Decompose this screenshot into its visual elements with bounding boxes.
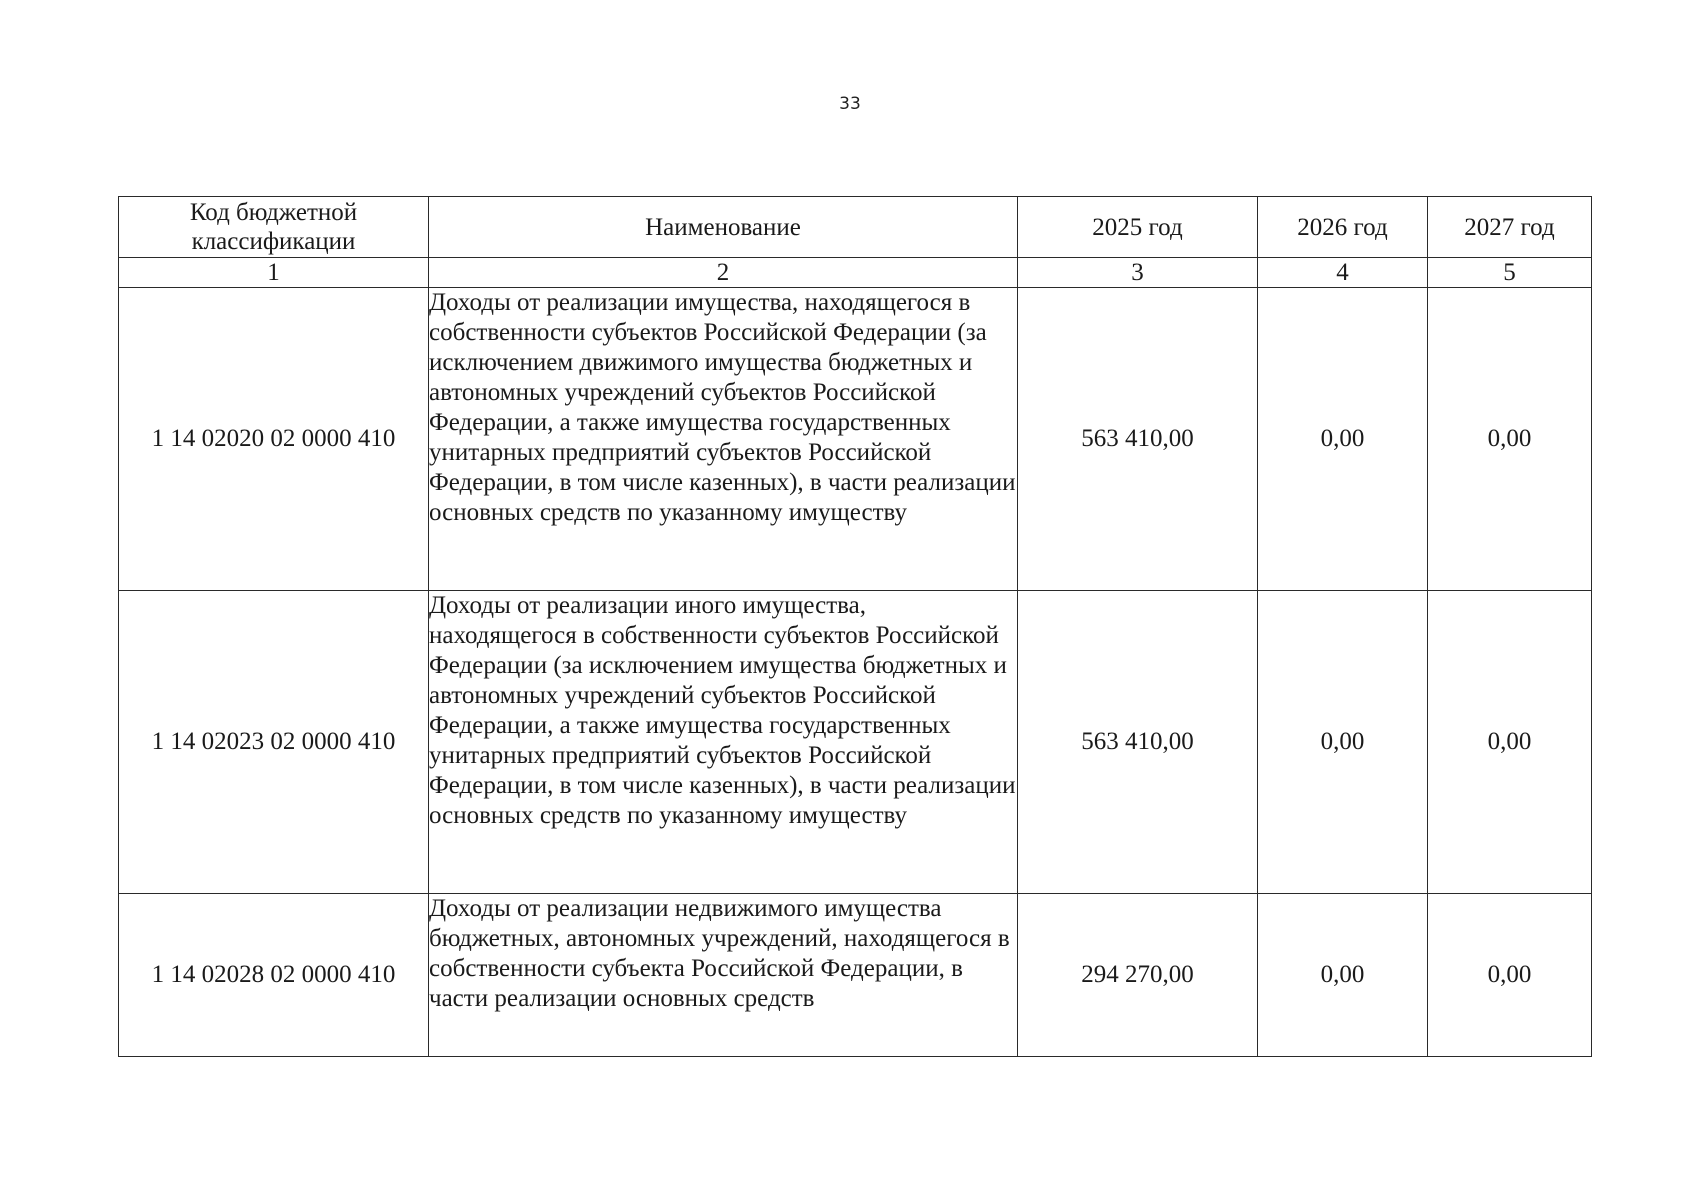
- amount-2026-cell: 0,00: [1258, 894, 1428, 1057]
- table-row: [119, 288, 1592, 591]
- budget-code-cell: 1 14 02028 02 0000 410: [119, 894, 429, 1057]
- revenue-name-cell: Доходы от реализации недвижимого имущества бюджетных, автономных учреждений, находящегося в собственности субъекта Российской Федерации, в части реализации основных средств: [429, 894, 1018, 1057]
- table-header-row: [119, 197, 1592, 258]
- header-2026: 2026 год: [1258, 197, 1428, 258]
- amount-2025-cell: 294 270,00: [1018, 894, 1258, 1057]
- amount-2027-cell: 0,00: [1428, 591, 1592, 894]
- column-number: 3: [1018, 258, 1258, 288]
- amount-2026-cell: 0,00: [1258, 288, 1428, 591]
- column-number: 4: [1258, 258, 1428, 288]
- header-name: Наименование: [429, 197, 1018, 258]
- header-2025: 2025 год: [1018, 197, 1258, 258]
- column-number: 5: [1428, 258, 1592, 288]
- column-number: 2: [429, 258, 1018, 288]
- budget-code-cell: 1 14 02020 02 0000 410: [119, 288, 429, 591]
- column-number-row: [119, 258, 1592, 288]
- budget-revenue-table: [118, 196, 1592, 1057]
- amount-2025-cell: 563 410,00: [1018, 288, 1258, 591]
- table-row: [119, 894, 1592, 1057]
- amount-2026-cell: 0,00: [1258, 591, 1428, 894]
- table-row: [119, 591, 1592, 894]
- budget-code-cell: 1 14 02023 02 0000 410: [119, 591, 429, 894]
- revenue-name-cell: Доходы от реализации иного имущества, находящегося в собственности субъектов Российской Федерации (за исключением имущества бюджетных и автономных учреждений субъектов Российской Федерации, а также имущества государственных унитарных предприятий субъектов Российской Федерации, в том числе казенных), в части реализации основных средств по указанному имуществу: [429, 591, 1018, 894]
- amount-2027-cell: 0,00: [1428, 288, 1592, 591]
- header-code: Код бюджетной классификации: [119, 197, 429, 258]
- amount-2025-cell: 563 410,00: [1018, 591, 1258, 894]
- header-2027: 2027 год: [1428, 197, 1592, 258]
- amount-2027-cell: 0,00: [1428, 894, 1592, 1057]
- page-number: 33: [839, 94, 861, 114]
- column-number: 1: [119, 258, 429, 288]
- revenue-name-cell: Доходы от реализации имущества, находящегося в собственности субъектов Российской Федерации (за исключением движимого имущества бюджетных и автономных учреждений субъектов Российской Федерации, а также имущества государственных унитарных предприятий субъектов Российской Федерации, в том числе казенных), в части реализации основных средств по указанному имуществу: [429, 288, 1018, 591]
